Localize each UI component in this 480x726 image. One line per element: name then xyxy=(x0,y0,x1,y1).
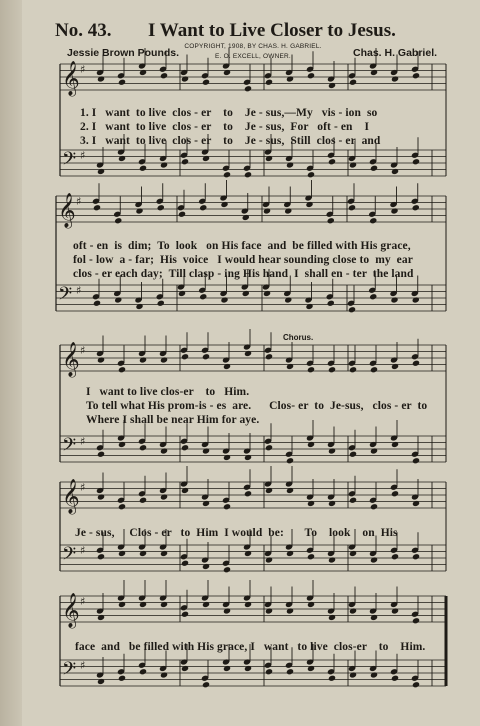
note-head xyxy=(349,79,357,86)
note-head xyxy=(160,601,168,608)
note-head xyxy=(412,296,420,303)
note-head xyxy=(223,566,231,573)
note-head xyxy=(349,497,357,504)
verse-1-line-1: 1. I want to live clos - er to Je - sus,—My vis - ion so xyxy=(80,107,378,119)
bass-clef-icon: 𝄢 xyxy=(62,659,77,684)
note-head xyxy=(242,290,250,297)
verse-3-line-3: Where I shall be near Him for aye. xyxy=(86,414,260,426)
note-head xyxy=(118,79,126,86)
note-head xyxy=(97,75,105,82)
note-head xyxy=(284,207,292,214)
note-head xyxy=(412,72,420,79)
treble-clef-icon: 𝄞 xyxy=(62,479,80,514)
note-head xyxy=(307,72,315,79)
note-head xyxy=(305,303,313,310)
note-head xyxy=(412,617,420,624)
treble-clef-icon: 𝄞 xyxy=(58,193,76,228)
note-head xyxy=(391,75,399,82)
verse-3-line-1: 3. I want to live clos - er to Je - sus, Still clos - er and xyxy=(80,135,381,147)
note-head xyxy=(220,201,228,208)
sharp-icon: ♯ xyxy=(80,659,86,672)
note-head xyxy=(369,293,377,300)
note-head xyxy=(223,607,231,614)
chorus-line-3: face and be filled with His grace, I want to live clos-er to Him. xyxy=(75,641,426,653)
note-head xyxy=(223,665,231,672)
note-head xyxy=(390,207,398,214)
note-head xyxy=(118,155,126,162)
chorus-line-2: Je - sus, Clos - er to Him I would be: To look on His xyxy=(75,527,398,539)
verse-2-line-3-and-chorus: To tell what His prom-is - es are. Clos- er to Je-sus, clos - er to xyxy=(86,400,428,412)
note-head xyxy=(139,550,147,557)
note-head xyxy=(181,665,189,672)
verse-2-line-1: 2. I want to live clos - er to Je - sus, For oft - en I xyxy=(80,121,370,133)
sharp-icon: ♯ xyxy=(80,481,86,494)
copyright-line: COPYRIGHT, 1908, BY CHAS. H. GABRIEL. xyxy=(184,43,322,50)
note-head xyxy=(160,493,168,500)
note-head xyxy=(160,356,168,363)
note-head xyxy=(118,550,126,557)
note-head xyxy=(244,601,252,608)
note-head xyxy=(223,363,231,370)
note-head xyxy=(286,457,294,464)
note-head xyxy=(286,75,294,82)
note-head xyxy=(139,444,147,451)
lyricist-credit: Jessie Brown Pounds. xyxy=(67,47,180,59)
bass-clef-icon: 𝄢 xyxy=(62,544,77,569)
note-head xyxy=(244,85,252,92)
note-head xyxy=(328,500,336,507)
verse-3-line-2: clos - er each day; Till clasp - ing His hand I shall en - ter the land xyxy=(73,268,414,280)
note-head xyxy=(114,296,122,303)
note-head xyxy=(370,366,378,373)
note-head xyxy=(181,560,189,567)
verse-1-line-2: oft - en is dim; To look on His face and be filled with His grace, xyxy=(73,240,411,252)
note-head xyxy=(139,69,147,76)
note-head xyxy=(139,601,147,608)
note-head xyxy=(202,447,210,454)
sharp-icon: ♯ xyxy=(80,595,86,608)
note-head xyxy=(160,72,168,79)
note-head xyxy=(160,161,168,168)
note-head xyxy=(412,360,420,367)
note-head xyxy=(284,296,292,303)
note-head xyxy=(202,155,210,162)
note-head xyxy=(391,168,399,175)
note-head xyxy=(412,204,420,211)
sharp-icon: ♯ xyxy=(80,544,86,557)
copyright-owner-line: E. O. EXCELL, OWNER. xyxy=(215,53,291,60)
note-head xyxy=(412,681,420,688)
note-head xyxy=(244,454,252,461)
note-head xyxy=(370,447,378,454)
note-head xyxy=(390,296,398,303)
note-head xyxy=(307,553,315,560)
note-head xyxy=(244,550,252,557)
note-head xyxy=(178,290,186,297)
note-head xyxy=(370,671,378,678)
note-head xyxy=(263,207,271,214)
note-head xyxy=(370,165,378,172)
note-head xyxy=(307,665,315,672)
note-head xyxy=(391,553,399,560)
note-head xyxy=(160,447,168,454)
note-head xyxy=(220,296,228,303)
note-head xyxy=(349,451,357,458)
composer-credit: Chas. H. Gabriel. xyxy=(353,47,438,59)
note-head xyxy=(286,487,294,494)
note-head xyxy=(370,69,378,76)
sharp-icon: ♯ xyxy=(80,344,86,357)
note-head xyxy=(202,353,210,360)
treble-clef-icon: 𝄞 xyxy=(62,61,80,96)
note-head xyxy=(244,490,252,497)
note-head xyxy=(412,553,420,560)
note-head xyxy=(327,300,335,307)
note-head xyxy=(97,678,105,685)
note-head xyxy=(327,217,335,224)
note-head xyxy=(265,556,273,563)
note-head xyxy=(223,171,231,178)
treble-clef-icon: 𝄞 xyxy=(62,342,80,377)
note-head xyxy=(305,201,313,208)
note-head xyxy=(202,79,210,86)
chorus-label: Chorus. xyxy=(283,333,314,342)
note-head xyxy=(328,556,336,563)
note-head xyxy=(307,500,315,507)
note-head xyxy=(265,353,273,360)
note-head xyxy=(328,158,336,165)
bass-clef-icon: 𝄢 xyxy=(62,435,77,460)
note-head xyxy=(391,441,399,448)
note-head xyxy=(223,454,231,461)
note-head xyxy=(181,611,189,618)
bass-clef-icon: 𝄢 xyxy=(62,149,77,174)
note-head xyxy=(286,668,294,675)
note-head xyxy=(370,614,378,621)
note-head xyxy=(97,356,105,363)
note-head xyxy=(139,497,147,504)
note-head xyxy=(202,681,210,688)
sharp-icon: ♯ xyxy=(80,63,86,76)
verse-2-line-2: fol - low a - far; His voice I would hear sounding close to my ear xyxy=(73,254,413,266)
verse-1-line-3: I want to live clos-er to Him. xyxy=(86,386,250,398)
note-head xyxy=(348,204,356,211)
note-head xyxy=(349,366,357,373)
note-head xyxy=(286,363,294,370)
note-head xyxy=(265,155,273,162)
note-head xyxy=(348,306,356,313)
sharp-icon: ♯ xyxy=(80,149,86,162)
note-head xyxy=(181,353,189,360)
note-head xyxy=(349,550,357,557)
note-head xyxy=(139,356,147,363)
note-head xyxy=(118,441,126,448)
note-head xyxy=(118,503,126,510)
note-head xyxy=(181,75,189,82)
note-head xyxy=(391,490,399,497)
hymn-title: I Want to Live Closer to Jesus. xyxy=(148,20,396,41)
note-head xyxy=(286,161,294,168)
note-head xyxy=(391,363,399,370)
note-head xyxy=(263,290,271,297)
note-head xyxy=(307,171,315,178)
note-head xyxy=(181,487,189,494)
note-head xyxy=(265,79,273,86)
note-head xyxy=(328,614,336,621)
note-head xyxy=(349,161,357,168)
note-head xyxy=(178,211,186,218)
hymn-number: No. 43. xyxy=(55,20,112,41)
note-head xyxy=(286,607,294,614)
note-head xyxy=(244,350,252,357)
note-head xyxy=(199,204,207,211)
note-head xyxy=(244,171,252,178)
sharp-icon: ♯ xyxy=(76,195,82,208)
note-head xyxy=(93,300,101,307)
note-head xyxy=(391,675,399,682)
note-head xyxy=(199,293,207,300)
note-head xyxy=(328,82,336,89)
note-head xyxy=(93,204,101,211)
note-head xyxy=(114,217,122,224)
note-head xyxy=(349,671,357,678)
bass-clef-icon: 𝄢 xyxy=(58,284,73,309)
note-head xyxy=(265,487,273,494)
note-head xyxy=(265,607,273,614)
note-head xyxy=(157,300,165,307)
note-head xyxy=(139,165,147,172)
note-head xyxy=(307,601,315,608)
note-head xyxy=(160,550,168,557)
note-head xyxy=(328,366,336,373)
note-head xyxy=(370,503,378,510)
note-head xyxy=(265,444,273,451)
note-head xyxy=(97,553,105,560)
note-head xyxy=(139,668,147,675)
note-head xyxy=(349,607,357,614)
note-head xyxy=(244,665,252,672)
sharp-icon: ♯ xyxy=(76,284,82,297)
note-head xyxy=(328,447,336,454)
note-head xyxy=(307,441,315,448)
note-head xyxy=(97,493,105,500)
note-head xyxy=(202,563,210,570)
note-head xyxy=(118,675,126,682)
sharp-icon: ♯ xyxy=(80,435,86,448)
note-head xyxy=(412,457,420,464)
note-head xyxy=(286,550,294,557)
note-head xyxy=(135,207,143,214)
note-head xyxy=(223,69,231,76)
note-head xyxy=(97,451,105,458)
note-head xyxy=(97,168,105,175)
note-head xyxy=(181,444,189,451)
note-head xyxy=(412,158,420,165)
note-head xyxy=(265,668,273,675)
note-head xyxy=(118,601,126,608)
note-head xyxy=(307,366,315,373)
note-head xyxy=(202,500,210,507)
note-head xyxy=(202,601,210,608)
note-head xyxy=(181,158,189,165)
note-head xyxy=(370,556,378,563)
treble-clef-icon: 𝄞 xyxy=(62,593,80,628)
note-head xyxy=(328,675,336,682)
note-head xyxy=(97,614,105,621)
note-head xyxy=(118,366,126,373)
note-head xyxy=(391,607,399,614)
note-head xyxy=(369,217,377,224)
note-head xyxy=(223,503,231,510)
note-head xyxy=(157,204,165,211)
note-head xyxy=(242,214,250,221)
note-head xyxy=(160,671,168,678)
note-head xyxy=(412,500,420,507)
note-head xyxy=(135,303,143,310)
